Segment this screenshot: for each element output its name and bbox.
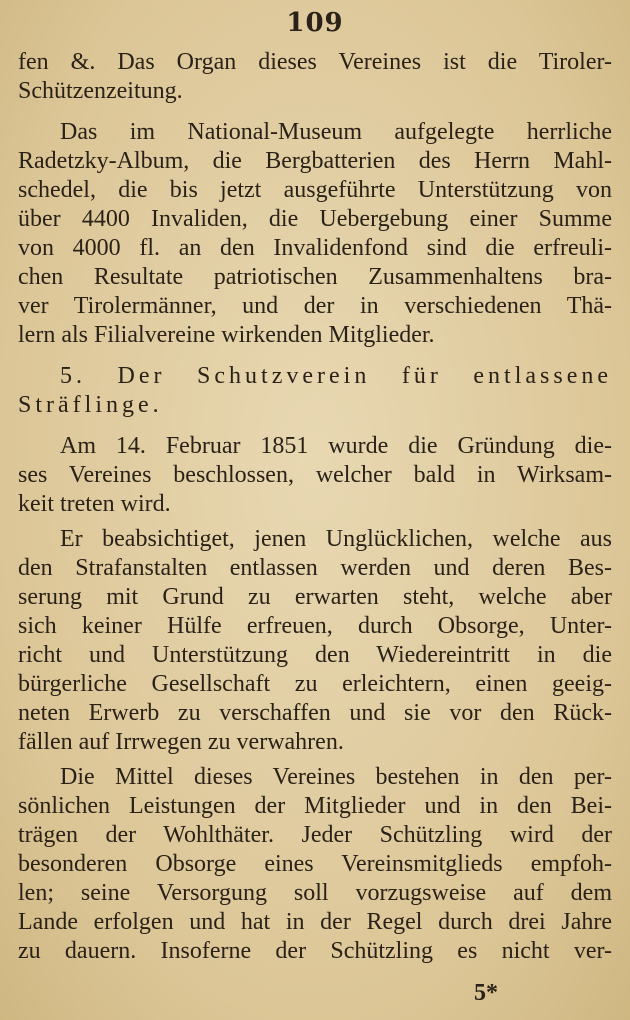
page-number: 109 <box>286 8 344 38</box>
text-line: trägen der Wohlthäter. Jeder Schützling wird der <box>18 822 612 848</box>
text-line: Er beabsichtiget, jenen Unglücklichen, welche aus <box>60 526 612 552</box>
text-line: fen &. Das Organ dieses Vereines ist die Tiroler- <box>18 49 612 75</box>
text-line: Radetzky-Album, die Bergbatterien des Herrn Mahl- <box>18 148 612 174</box>
text-line: sönlichen Leistungen der Mitglieder und in den Bei- <box>18 793 612 819</box>
text-line: serung mit Grund zu erwarten steht, welche aber <box>18 584 612 610</box>
section-heading: Sträflinge. <box>18 392 163 418</box>
text-line: besonderen Obsorge eines Vereinsmitglieds empfoh- <box>18 851 612 877</box>
text-line: sich keiner Hülfe erfreuen, durch Obsorge, Unter- <box>18 613 612 639</box>
text-line: Die Mittel dieses Vereines bestehen in den per- <box>60 764 612 790</box>
text-line: keit treten wird. <box>18 491 171 517</box>
text-line: Schützenzeitung. <box>18 78 183 104</box>
text-line: bürgerliche Gesellschaft zu erleichtern, einen geeig- <box>18 671 612 697</box>
text-line: von 4000 fl. an den Invalidenfond sind die erfreuli- <box>18 235 612 261</box>
text-line: ses Vereines beschlossen, welcher bald in Wirksam- <box>18 462 612 488</box>
text-line: Das im National-Museum aufgelegte herrliche <box>60 119 612 145</box>
signature-mark: 5* <box>474 980 498 1006</box>
text-line: fällen auf Irrwegen zu verwahren. <box>18 729 344 755</box>
text-line: Am 14. Februar 1851 wurde die Gründung die- <box>60 433 612 459</box>
text-line: len; seine Versorgung soll vorzugsweise auf dem <box>18 880 612 906</box>
text-line: schedel, die bis jetzt ausgeführte Unterstützung von <box>18 177 612 203</box>
text-line: lern als Filialvereine wirkenden Mitglieder. <box>18 322 435 348</box>
section-heading: 5. Der Schutzverein für entlassene <box>60 363 612 389</box>
text-line: richt und Unterstützung den Wiedereintritt in die <box>18 642 612 668</box>
text-line: zu dauern. Insoferne der Schützling es nicht ver- <box>18 938 612 964</box>
text-line: chen Resultate patriotischen Zusammenhaltens bra- <box>18 264 612 290</box>
text-line: ver Tirolermänner, und der in verschiedenen Thä- <box>18 293 612 319</box>
text-line: neten Erwerb zu verschaffen und sie vor den Rück- <box>18 700 612 726</box>
text-line: den Strafanstalten entlassen werden und deren Bes- <box>18 555 612 581</box>
text-line: Lande erfolgen und hat in der Regel durch drei Jahre <box>18 909 612 935</box>
page-text <box>18 48 612 966</box>
text-line: über 4400 Invaliden, die Uebergebung einer Summe <box>18 206 612 232</box>
